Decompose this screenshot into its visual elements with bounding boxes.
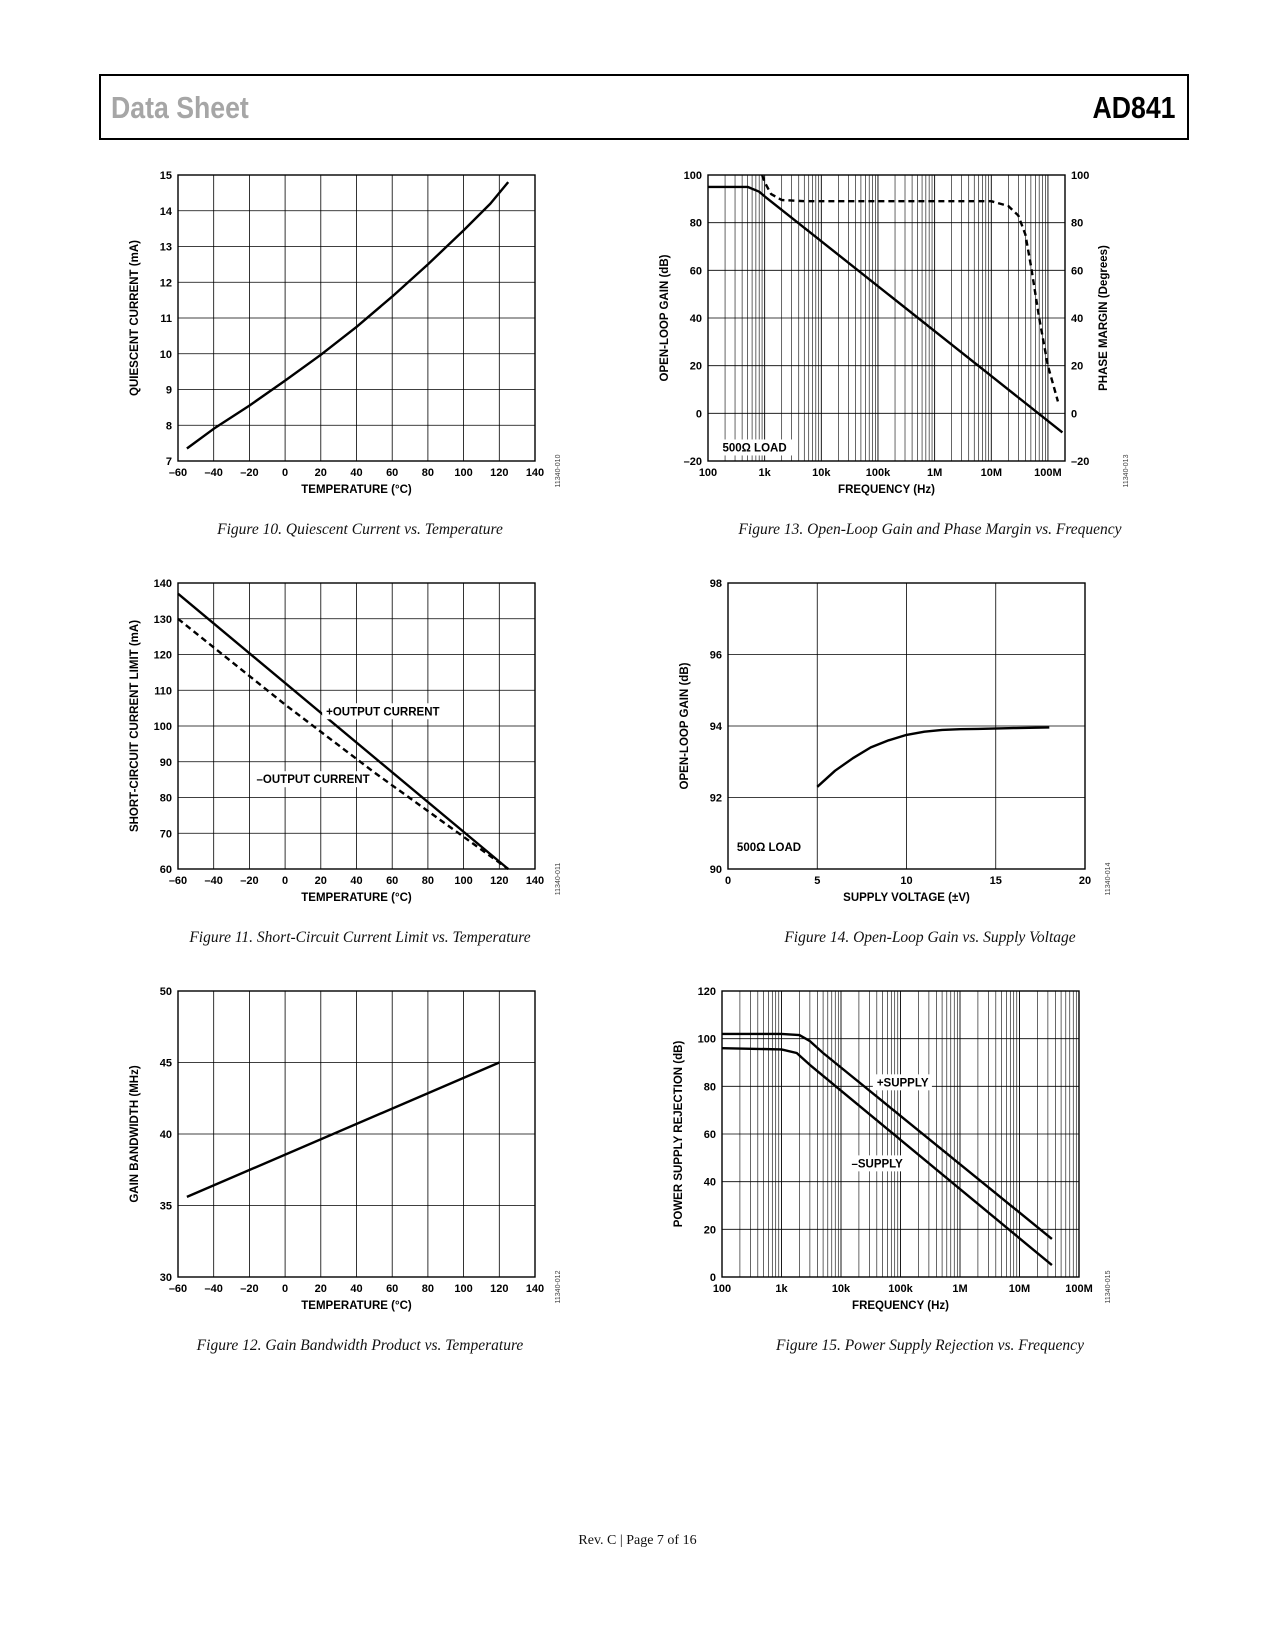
x-tick-label: 80 [421,467,435,479]
y-tick-label: 0 [695,408,702,421]
series-line [708,187,1062,433]
y-tick-label: 60 [703,1129,716,1141]
x-tick-label: 1M [952,1283,968,1295]
y-tick-label: 94 [709,721,722,733]
x-axis-label: SUPPLY VOLTAGE (±V) [843,892,970,904]
x-tick-label: 40 [350,467,363,479]
x-tick-label: 1k [775,1283,788,1295]
x-axis-label: TEMPERATURE (°C) [301,1300,412,1312]
y-tick-label: 100 [683,170,702,182]
x-tick-label: 10 [900,875,913,887]
figure-code: 11340-011 [555,862,562,896]
x-tick-label: 10M [1008,1283,1031,1295]
y-tick-label: 30 [159,1272,172,1284]
x-tick-label: –40 [204,875,223,887]
annotation-label: –SUPPLY [851,1158,903,1171]
figure-code: 11340-013 [1123,454,1130,488]
x-tick-label: 100k [888,1283,913,1295]
x-tick-label: 100k [865,467,891,479]
y-tick-label: 130 [153,613,172,626]
x-tick-label: 20 [314,467,327,479]
x-tick-label: 100M [1065,1283,1093,1295]
x-tick-label: 100M [1034,467,1062,479]
grid [178,991,535,1277]
annotation-label: +OUTPUT CURRENT [326,706,440,719]
x-axis-label: FREQUENCY (Hz) [838,484,935,496]
y2-tick-label: 60 [1071,265,1084,278]
y-tick-label: 10 [159,348,172,361]
x-axis-label: TEMPERATURE (°C) [301,484,412,496]
y-axis-label: GAIN BANDWIDTH (MHz) [129,1065,141,1203]
y-axis-label: OPEN-LOOP GAIN (dB) [679,662,691,790]
y-tick-label: 9 [165,384,172,397]
series-line [722,1034,1052,1239]
x-tick-label: 100 [712,1283,732,1295]
x-tick-label: 100 [454,467,473,479]
figure-code: 11340-010 [555,454,562,488]
x-tick-label: 1k [758,467,771,479]
y-tick-label: 60 [159,864,172,876]
x-tick-label: 10k [831,1283,851,1295]
x-tick-label: 60 [386,467,399,479]
x-tick-label: 120 [490,875,509,887]
y-tick-label: 40 [159,1129,172,1141]
y-tick-label: 7 [165,456,172,468]
y2-axis-label: PHASE MARGIN (Degrees) [1098,245,1110,391]
y-tick-label: 96 [709,649,722,662]
y-tick-label: 80 [689,217,702,230]
y2-tick-label: 40 [1071,313,1084,325]
series-line [178,619,508,869]
y2-tick-label: 100 [1071,170,1090,182]
x-axis-label: TEMPERATURE (°C) [301,892,412,904]
y-tick-label: 15 [159,170,172,182]
x-tick-label: 20 [314,875,327,887]
y-tick-label: 14 [159,205,172,218]
y-tick-label: 98 [709,578,722,590]
series-line [187,182,508,448]
figure-code: 11340-014 [1105,862,1112,896]
y-tick-label: 12 [159,277,172,290]
y-tick-label: 40 [703,1176,716,1189]
annotation-label: 500Ω LOAD [736,842,802,855]
y-tick-label: 45 [159,1057,172,1070]
y-tick-label: 8 [165,420,172,433]
x-tick-label: –20 [240,467,259,479]
y-tick-label: 110 [154,685,172,698]
header-doc-type: Data Sheet [111,90,249,125]
header-part-number: AD841 [1092,90,1175,125]
x-tick-label: 10M [980,467,1002,479]
annotation-label: +SUPPLY [876,1077,929,1090]
y-axis-label: QUIESCENT CURRENT (mA) [129,240,141,396]
figure-code: 11340-012 [555,1270,562,1304]
y-tick-label: 80 [703,1081,716,1094]
x-tick-label: 1M [926,467,943,479]
y2-tick-label: 80 [1071,217,1084,230]
y-tick-label: 70 [159,828,172,841]
figure-caption: Figure 10. Quiescent Current vs. Temperature [217,521,503,538]
x-tick-label: –60 [168,1283,188,1295]
annotation-label: –OUTPUT CURRENT [256,774,370,787]
y-tick-label: 50 [159,986,172,998]
y-tick-label: 90 [159,756,172,769]
x-axis-label: FREQUENCY (Hz) [852,1300,949,1312]
y-tick-label: 35 [159,1200,172,1213]
y-tick-label: 20 [689,360,702,373]
y-tick-label: –20 [683,456,702,468]
x-tick-label: –40 [204,1283,223,1295]
chart-power-supply-rejection [673,981,1180,1326]
page-footer: Rev. C | Page 7 of 16 [578,1533,697,1548]
x-tick-label: 0 [282,467,289,479]
x-tick-label: 140 [525,875,545,887]
x-tick-label: 120 [490,467,509,479]
y-tick-label: 100 [697,1033,716,1046]
x-tick-label: 60 [386,1283,399,1295]
x-tick-label: 40 [350,1283,363,1295]
y-tick-label: 20 [703,1224,716,1237]
y-tick-label: 90 [709,864,722,876]
chart-quiescent-current [130,165,600,510]
figure-caption: Figure 12. Gain Bandwidth Product vs. Temperature [196,1337,524,1354]
x-tick-label: 140 [525,1283,545,1295]
chart-gain-bandwidth [130,981,600,1326]
x-tick-label: 80 [421,1283,435,1295]
page-header [99,74,1189,140]
x-tick-label: 15 [989,875,1002,887]
figure-caption: Figure 15. Power Supply Rejection vs. Frequency [776,1337,1084,1354]
x-tick-label: 120 [490,1283,509,1295]
y-axis-label: OPEN-LOOP GAIN (dB) [659,254,671,382]
grid [178,583,535,869]
x-tick-label: 0 [724,875,732,887]
figure-caption: Figure 14. Open-Loop Gain vs. Supply Voltage [784,929,1076,946]
x-tick-label: 100 [698,467,718,479]
y2-tick-label: –20 [1071,456,1090,468]
y-tick-label: 120 [153,649,172,662]
x-tick-label: –20 [240,875,259,887]
x-tick-label: 80 [421,875,435,887]
y-tick-label: 100 [153,721,172,733]
x-tick-label: 10k [812,467,831,479]
annotation-label: 500Ω LOAD [722,442,787,455]
series-line [817,727,1049,786]
chart-open-loop-gain-supply [679,573,1180,918]
x-tick-label: –20 [240,1283,259,1295]
y-axis-label: POWER SUPPLY REJECTION (dB) [673,1040,685,1228]
x-tick-label: 0 [282,1283,289,1295]
figure-caption: Figure 13. Open-Loop Gain and Phase Margin vs. Frequency [738,521,1122,538]
y-tick-label: 0 [709,1272,716,1284]
grid [728,583,1085,869]
figure-code: 11340-015 [1105,1270,1112,1304]
chart-short-circuit-current [130,573,600,918]
y-tick-label: 11 [160,313,172,325]
x-tick-label: 40 [350,875,363,887]
x-tick-label: –40 [204,467,223,479]
y-tick-label: 140 [153,578,172,590]
figure-caption: Figure 11. Short-Circuit Current Limit vs. Temperature [189,929,531,946]
y-axis-label: SHORT-CIRCUIT CURRENT LIMIT (mA) [129,619,141,833]
y-tick-label: 13 [159,241,172,254]
y-tick-label: 40 [689,313,702,325]
y-tick-label: 92 [709,792,722,805]
series-line [178,594,508,869]
x-tick-label: 100 [454,875,473,887]
series-line [762,175,1058,401]
x-tick-label: 20 [314,1283,327,1295]
x-tick-label: 5 [814,875,821,887]
y-tick-label: 80 [159,792,172,805]
y2-tick-label: 20 [1071,360,1084,373]
chart-open-loop-gain-phase [659,165,1180,510]
y2-tick-label: 0 [1071,408,1078,421]
y-tick-label: 120 [697,986,716,998]
grid [708,175,1065,461]
x-tick-label: –60 [168,467,188,479]
x-tick-label: 60 [386,875,399,887]
series-line [187,1063,499,1197]
x-tick-label: 100 [454,1283,473,1295]
x-tick-label: –60 [168,875,188,887]
x-tick-label: 20 [1078,875,1092,887]
x-tick-label: 140 [525,467,545,479]
y-tick-label: 60 [689,265,702,278]
x-tick-label: 0 [282,875,289,887]
